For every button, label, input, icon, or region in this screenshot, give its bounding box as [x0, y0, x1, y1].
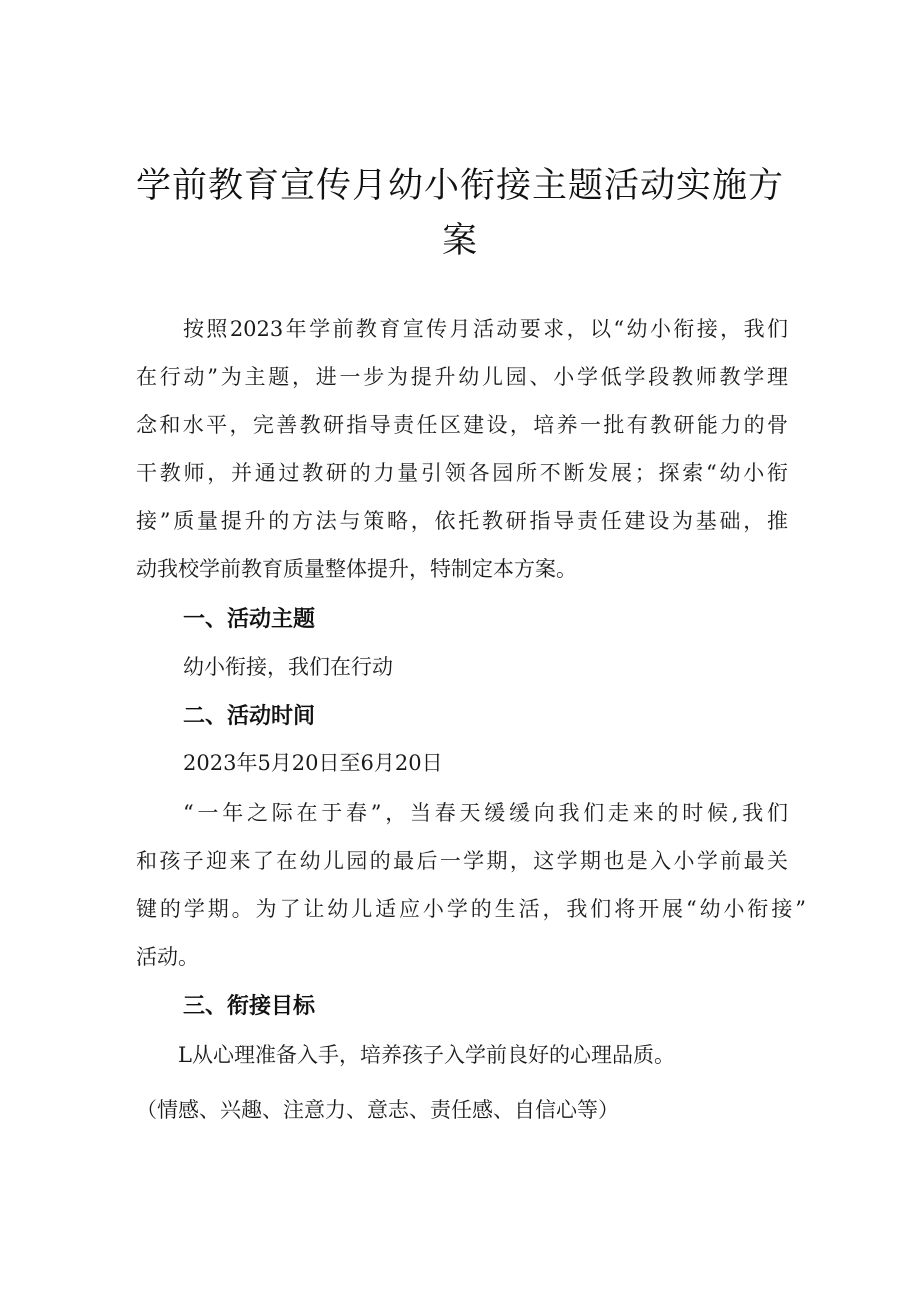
intro-line: 念和水平，完善教研指导责任区建设，培养一批有教研能力的骨	[136, 413, 788, 437]
document-title-line-1: 学前教育宣传月幼小衔接主题活动实施方	[135, 166, 784, 206]
section-text-time: 2023年5月20日至6月20日	[183, 751, 443, 775]
section-heading-goals: 三、衔接目标	[183, 994, 316, 1019]
goal-item-detail: （情感、兴趣、注意力、意志、责任感、自信心等）	[136, 1098, 619, 1122]
spring-line: 活动。	[136, 945, 199, 969]
intro-line: 干教师，并通过教研的力量引领各园所不断发展；探索“幼小衔	[136, 461, 788, 485]
intro-line: 按照2023年学前教育宣传月活动要求，以“幼小衔接，我们	[183, 317, 788, 341]
spring-line: “一年之际在于春”，当春天缓缓向我们走来的时候,我们	[183, 801, 788, 825]
spring-line: 键的学期。为了让幼儿适应小学的生活，我们将开展“幼小衔接”	[136, 897, 806, 921]
intro-line: 动我校学前教育质量整体提升，特制定本方案。	[136, 557, 577, 581]
section-text-theme: 幼小衔接，我们在行动	[183, 655, 393, 679]
intro-line: 在行动”为主题，进一步为提升幼儿园、小学低学段教师教学理	[136, 365, 788, 389]
spring-line: 和孩子迎来了在幼儿园的最后一学期，这学期也是入小学前最关	[136, 849, 788, 873]
section-heading-theme: 一、活动主题	[183, 607, 316, 632]
intro-line: 接”质量提升的方法与策略，依托教研指导责任建设为基础，推	[136, 509, 788, 533]
section-heading-time: 二、活动时间	[183, 704, 316, 729]
goal-item: L从心理准备入手，培养孩子入学前良好的心理品质。	[178, 1043, 675, 1067]
document-title-line-2: 案	[441, 221, 478, 261]
